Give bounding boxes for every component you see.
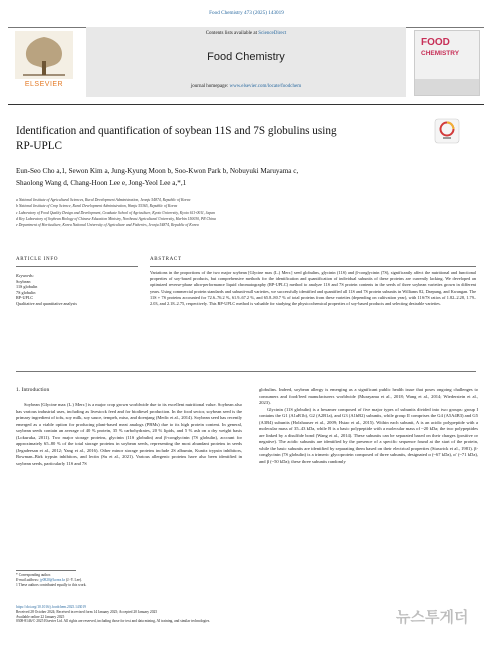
affiliation-d: d Key Laboratory of Soybean Biology of Chinese Education Ministry, Northeast Agricultural University, Harbin 150030, PR China [16, 216, 216, 221]
journal-name: Food Chemistry [207, 51, 285, 63]
body-left-column: Soybean [Glycine max (L.) Merr.] is a major crop grown worldwide due to its excellent nutritional value. Soybean also has various industrial uses, including as livestock feed and for biodiesel production. In the food sector, soybean seed is the primary ingredient of tofu, soy milk, soy sauce, tempeh, miso, and doenjang (Medic et al., 2014). Soybean seed has recently emerged as a viable option for producing plant-based meat analogs (PBMs) due to its high protein content. In general, soybean seeds contain an average of 40 % protein, 35 % carbohydrates, 20 % lipids, and 5 % ash on a dry weight basis (Lokuruka, 2011). Two major storage proteins, glycinin (11S globulin) and β-conglycinin (7S globulin), account for approximately 65–80 % of the total storage proteins in soybean seeds, representing the most abundant proteins in seeds (Jegadeesan et al., 2012; Yang et al., 2016). Other minor storage proteins include 2S albumin, Kunitz trypsin inhibitors, Bowman–Birk trypsin inhibitors, and lectin (Su et al., 2021). Various allergenic proteins have also been identified in soybean seeds, particularly 11S and 7S [16, 402, 242, 466]
right-paragraph-1: globulins. Indeed, soybean allergy is emerging as a significant public health issue that poses ongoing challenges to consumers and food/feed manufacturers worldwide (Murayama et al., 2018; Wang et al., 2014; Wiederstein et al., 2023). [259, 387, 478, 406]
corresponding-author-note: * Corresponding author. [16, 573, 51, 577]
journal-homepage-line [86, 84, 406, 89]
affiliation-a: a National Institute of Agricultural Sciences, Rural Development Administration, Jeonju 54874, Republic of Korea [16, 198, 191, 202]
abstract-text: Variations in the proportions of the two major soybean [Glycine max (L.) Merr.] seed globulins, glycinin (11S) and β-conglycinin (7S), significantly affect the nutritional and functional properties of soy-based products, but comprehensive methods for the identification and quantification of individual subunits of these proteins are currently lacking. We developed an optimized reverse-phase ultra-performance liquid chromatography (RP-UPLC) method to analyze 11S and 7S protein contents in the seeds of three soybean varieties grown in different years. Using commercial protein standards and subunit-null varieties, we successfully identified and quantified all 11S and 7S protein subunits in Williams 82, Daepung, and Kwangan. The 11S + 7S proteins accounted for 72.6–76.2 %, 61.9–67.2 %, and 65.8–80.7 % of total proteins from these varieties (depending on cultivation year), with 11S/7S ratios of 1.82–2.28, 1.79–2.03, and 2.18–2.75, respectively. This RP-UPLC method is valuable for studying the physicochemical properties of soy-based products and selecting desirable varieties. [150, 270, 476, 307]
contents-prefix: Contents lists available at [205, 31, 259, 36]
available-online: Available online 22 January 2025 [16, 614, 65, 619]
keyword-item: RP-UPLC [16, 295, 34, 301]
sciencedirect-link[interactable]: ScienceDirect [258, 31, 287, 36]
keyword-item: 11S globulin [16, 284, 38, 290]
abstract-bottom-rule [16, 371, 476, 372]
authors-line-1[interactable]: Eun-Seo Cho a,1, Sewon Kim a, Jung-Kyung Moon b, Soo-Kwon Park b, Nobuyuki Maruyama c, [16, 167, 299, 175]
affiliation-e: e Department of Horticulture, Korea National University of Agriculture and Fisheries, Jeonju 54874, Republic of Korea [16, 223, 199, 228]
title-line-1: Identification and quantification of soybean 11S and 7S globulins using [16, 125, 337, 137]
cover-word-food: FOOD [421, 37, 450, 48]
abstract-rule [150, 266, 476, 267]
email-link[interactable]: jy0820@korea.kr [39, 577, 65, 582]
elsevier-wordmark: ELSEVIER [24, 81, 64, 88]
affiliation-c: c Laboratory of Food Quality Design and Development, Graduate School of Agriculture, Kyoto University, Kyoto 611-0011, Japan [16, 210, 215, 215]
journal-cover-thumbnail[interactable] [414, 30, 480, 96]
keyword-item: 7S globulin [16, 289, 36, 295]
cover-word-chemistry: CHEMISTRY [421, 50, 460, 57]
header-bottom-rule [8, 104, 484, 105]
paper-title [16, 124, 406, 154]
doi-link[interactable]: https://doi.org/10.1016/j.foodchem.2025.143019 [16, 605, 86, 609]
watermark-logo: 뉴스투게더 [396, 608, 469, 626]
affiliation-list [16, 197, 476, 228]
equal-contribution-note: 1 These authors contributed equally to this work. [16, 582, 87, 587]
email-suffix: (J.-Y. Lee). [65, 577, 82, 582]
contents-line [86, 31, 406, 36]
footnotes [16, 573, 316, 587]
title-line-2: RP-UPLC [16, 140, 63, 152]
affiliation-b: b National Institute of Crop Science, Rural Development Administration, Wanju 55365, Republic of Korea [16, 204, 178, 209]
copyright-line: 0308-8146/© 2025 Elsevier Ltd. All rights are reserved, including those for text and data mining, AI training, and similar technologies. [16, 619, 211, 624]
homepage-prefix: journal homepage: [190, 84, 230, 89]
footnote-rule [16, 570, 76, 571]
authors-line-2[interactable]: Shaolong Wang d, Chang-Hoon Lee e, Jong-Yeol Lee a,*,1 [16, 178, 187, 187]
article-info-heading: ARTICLE INFO [16, 257, 59, 262]
right-paragraph-2: Glycinin (11S globulin) is a hexamer composed of five major types of subunits divided into two groups: group I contains the G1 (A1aB1b), G2 (A2B1a), and G3 (A1bB2) subunits, while group II comprises the G4 (A5A4B3) and G5 (A3B4) subunits (Holzhauser et al., 2009; Hsiao et al., 2015). Within each subunit, A is an acidic polypeptide with a molecular mass of 35–43 kDa, while B is a basic polypeptide with a molecular mass of ~20 kDa; the two polypeptides are linked by a disulfide bond (Wang et al., 2014). These subunits can be separated based on their charges (positive or negative). The acidic subunits are identified by the presence of a specific sequence found at the start of the protein, while the basic subunits are identified by separating them based on their electrical properties (Staswick et al., 1981). β-conglycinin (7S globulin) is a trimeric glycoprotein composed of three subunits, designated α (~67 kDa), α′ (~71 kDa), and β (~50 kDa); these three subunits randomly [259, 406, 478, 465]
keywords-label: Keywords: [16, 273, 34, 278]
elsevier-logo [13, 31, 75, 93]
article-info-rule [16, 266, 138, 267]
journal-citation[interactable]: Food Chemistry 473 (2025) 143019 [209, 10, 284, 16]
abstract-heading: ABSTRACT [150, 257, 182, 262]
email-label: E-mail address: [16, 577, 40, 582]
check-updates-icon [434, 118, 460, 144]
cover-band [415, 79, 479, 95]
introduction-heading: 1. Introduction [16, 387, 50, 393]
keyword-item: Qualitative and quantitative analysis [16, 300, 78, 306]
check-for-updates-badge[interactable] [434, 118, 460, 144]
body-right-column [259, 387, 478, 466]
keyword-item: Soybean [16, 278, 31, 284]
received-dates: Received 28 October 2024; Received in revised form 14 January 2025; Accepted 20 January 2025 [16, 609, 158, 614]
homepage-link[interactable]: www.elsevier.com/locate/foodchem [229, 84, 302, 89]
keywords-block [16, 273, 136, 307]
author-list [16, 166, 476, 189]
